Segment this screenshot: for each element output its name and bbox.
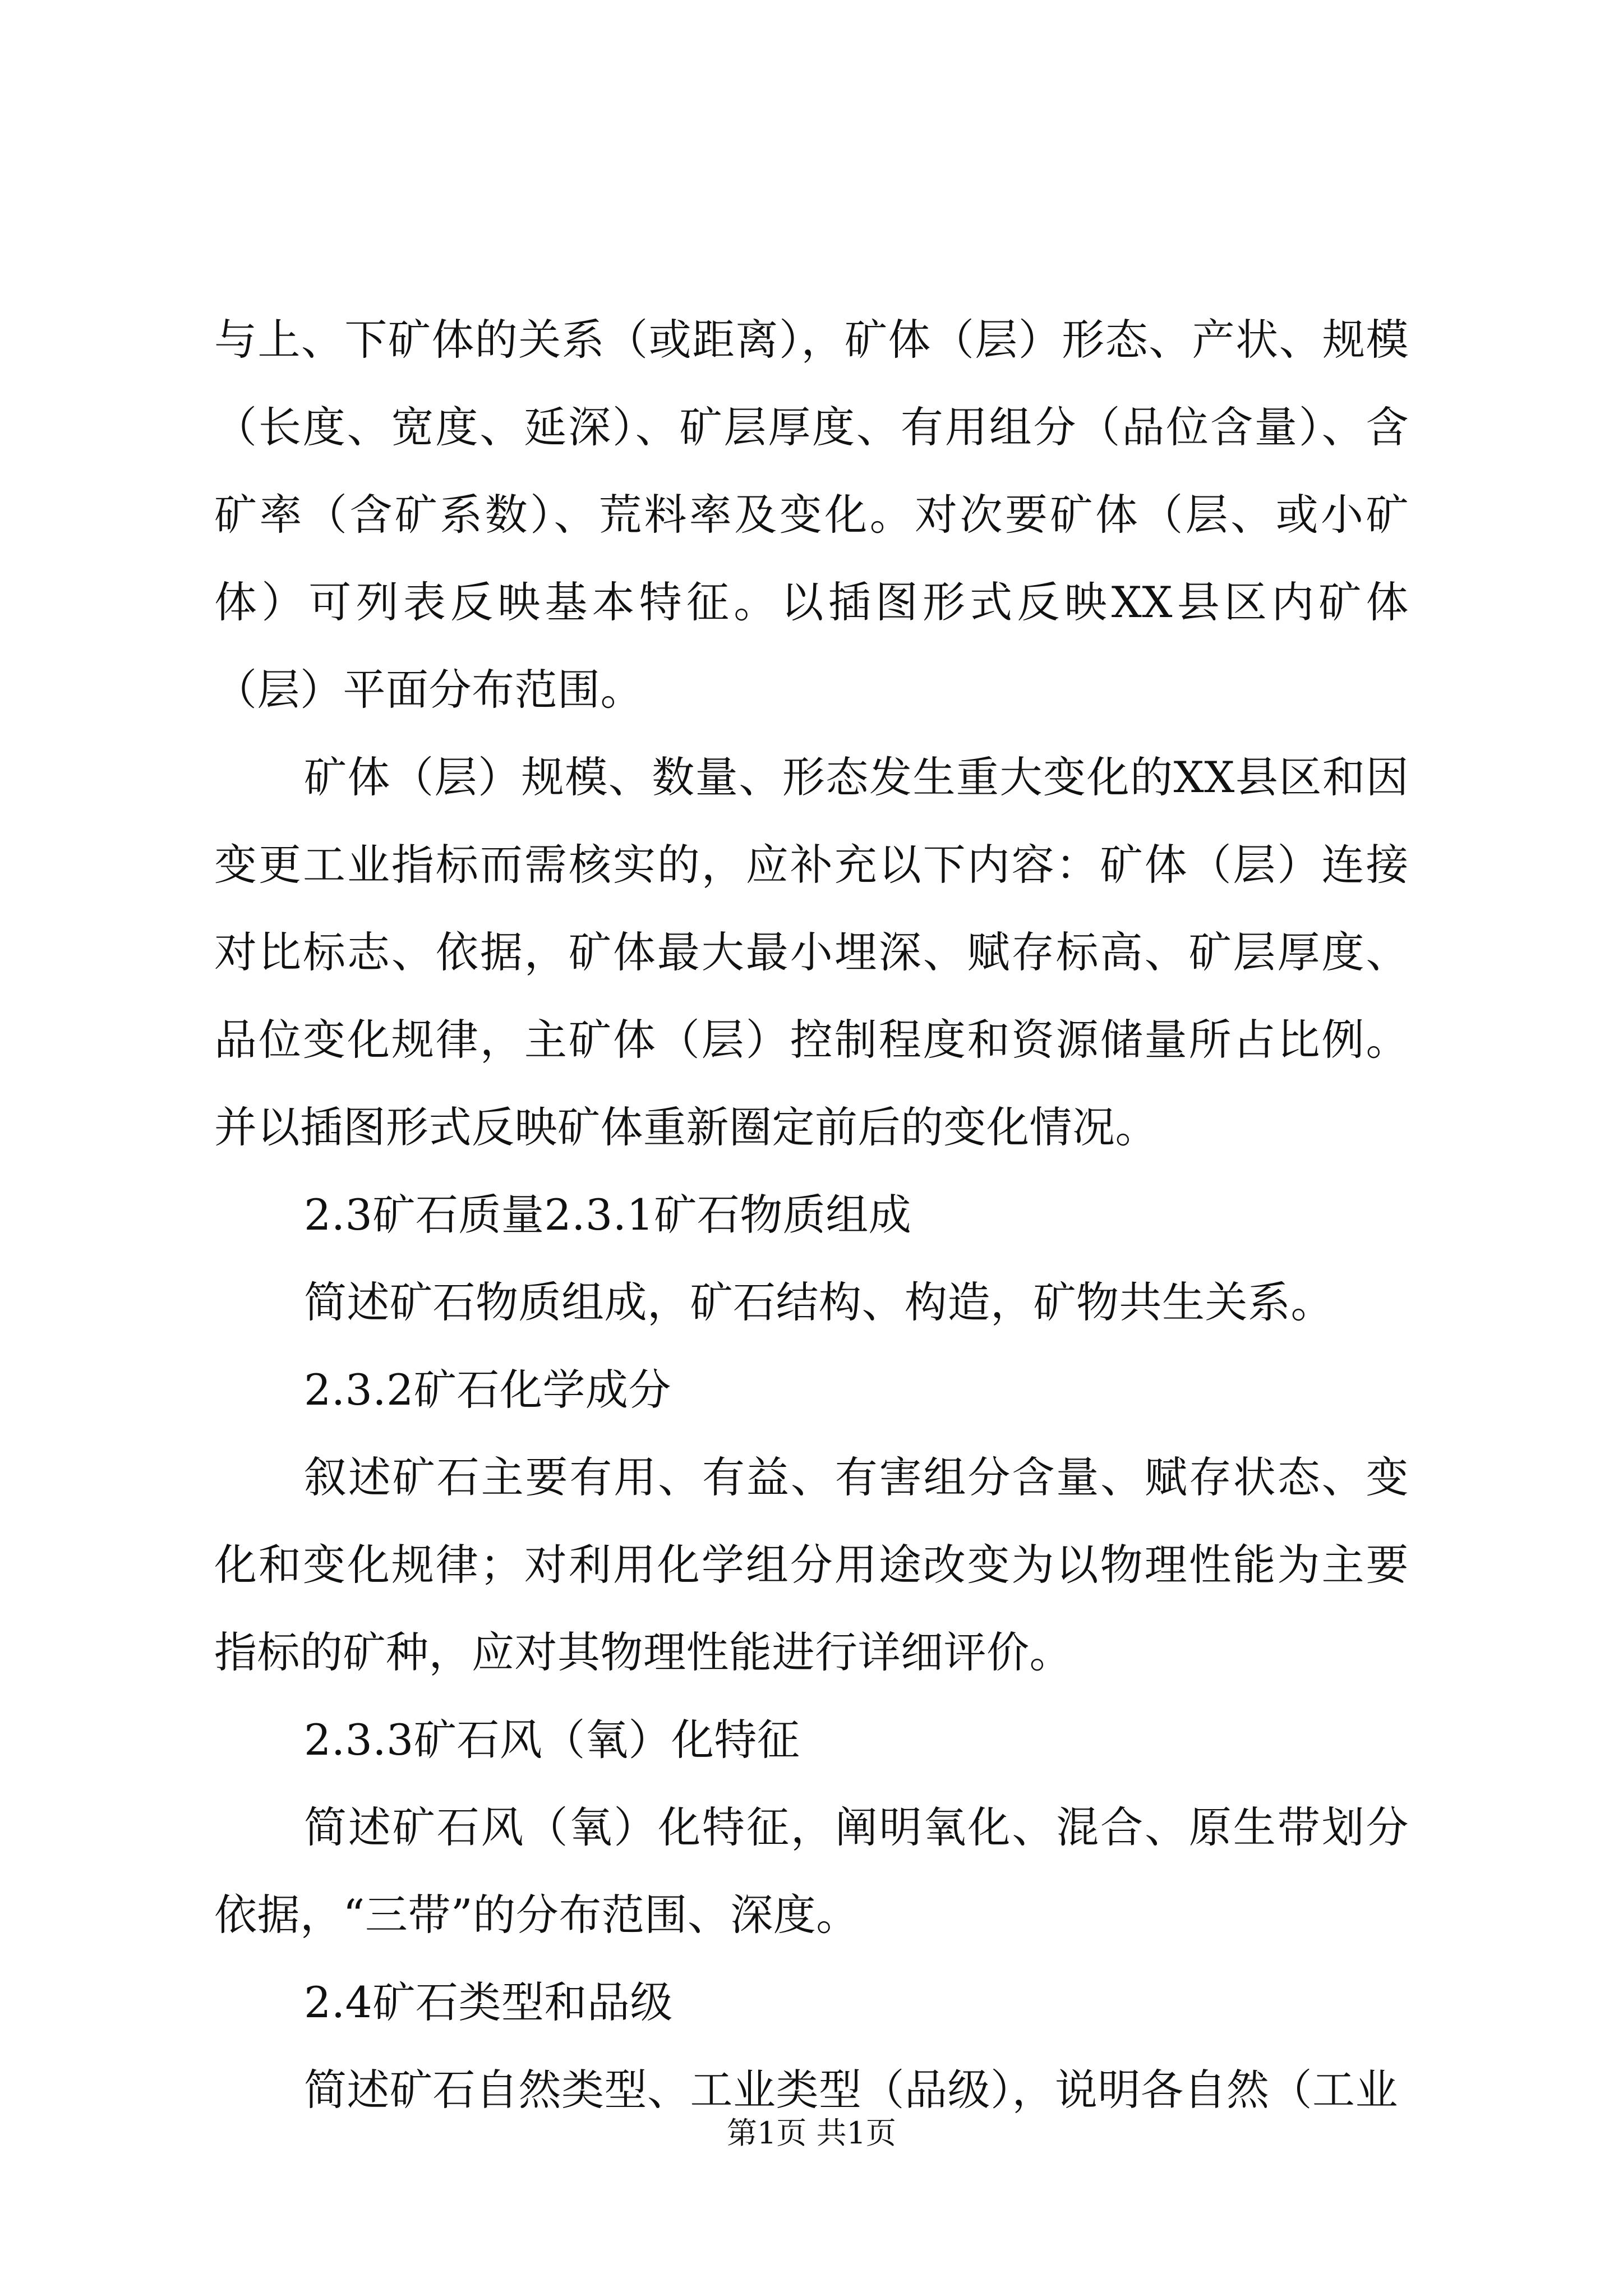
paragraph-orebody-changes: 矿体（层）规模、数量、形态发生重大变化的XX县区和因变更工业指标而需核实的，应补充以下内容：矿体（层）连接对比标志、依据，矿体最大最小埋深、赋存标高、矿层厚度、品位变化规律，主矿体（层）控制程度和资源储量所占比例。并以插图形式反映矿体重新圈定前后的变化情况。 — [214, 752, 1409, 1152]
section-heading-ore-types: 2.4矿石类型和品级 — [304, 1977, 673, 2027]
section-heading-chemical-composition: 2.3.2矿石化学成分 — [304, 1365, 671, 1415]
section-heading-ore-quality: 2.3矿石质量2.3.1矿石物质组成 — [304, 1190, 912, 1240]
section-heading-weathering: 2.3.3矿石风（氧）化特征 — [304, 1715, 800, 1765]
paragraph-chemical-composition: 叙述矿石主要有用、有益、有害组分含量、赋存状态、变化和变化规律；对利用化学组分用途改变为以物理性能为主要指标的矿种，应对其物理性能进行详细评价。 — [214, 1452, 1409, 1677]
paragraph-weathering: 简述矿石风（氧）化特征，阐明氧化、混合、原生带划分依据，“三带”的分布范围、深度。 — [214, 1802, 1409, 1940]
document-body — [214, 296, 1409, 2134]
paragraph-ore-types: 简述矿石自然类型、工业类型（品级），说明各自然（工业 — [304, 2065, 1398, 2115]
paragraph-orebody-relations: 与上、下矿体的关系（或距离），矿体（层）形态、产状、规模（长度、宽度、延深）、矿层厚度、有用组分（品位含量）、含矿率（含矿系数）、荒料率及变化。对次要矿体（层、或小矿体）可列表反映基本特征。以插图形式反映XX县区内矿体（层）平面分布范围。 — [214, 315, 1409, 715]
paragraph-material-composition: 简述矿石物质组成，矿石结构、构造，矿物共生关系。 — [304, 1277, 1334, 1327]
page-number-footer: 第1页 共1页 — [727, 2115, 896, 2151]
